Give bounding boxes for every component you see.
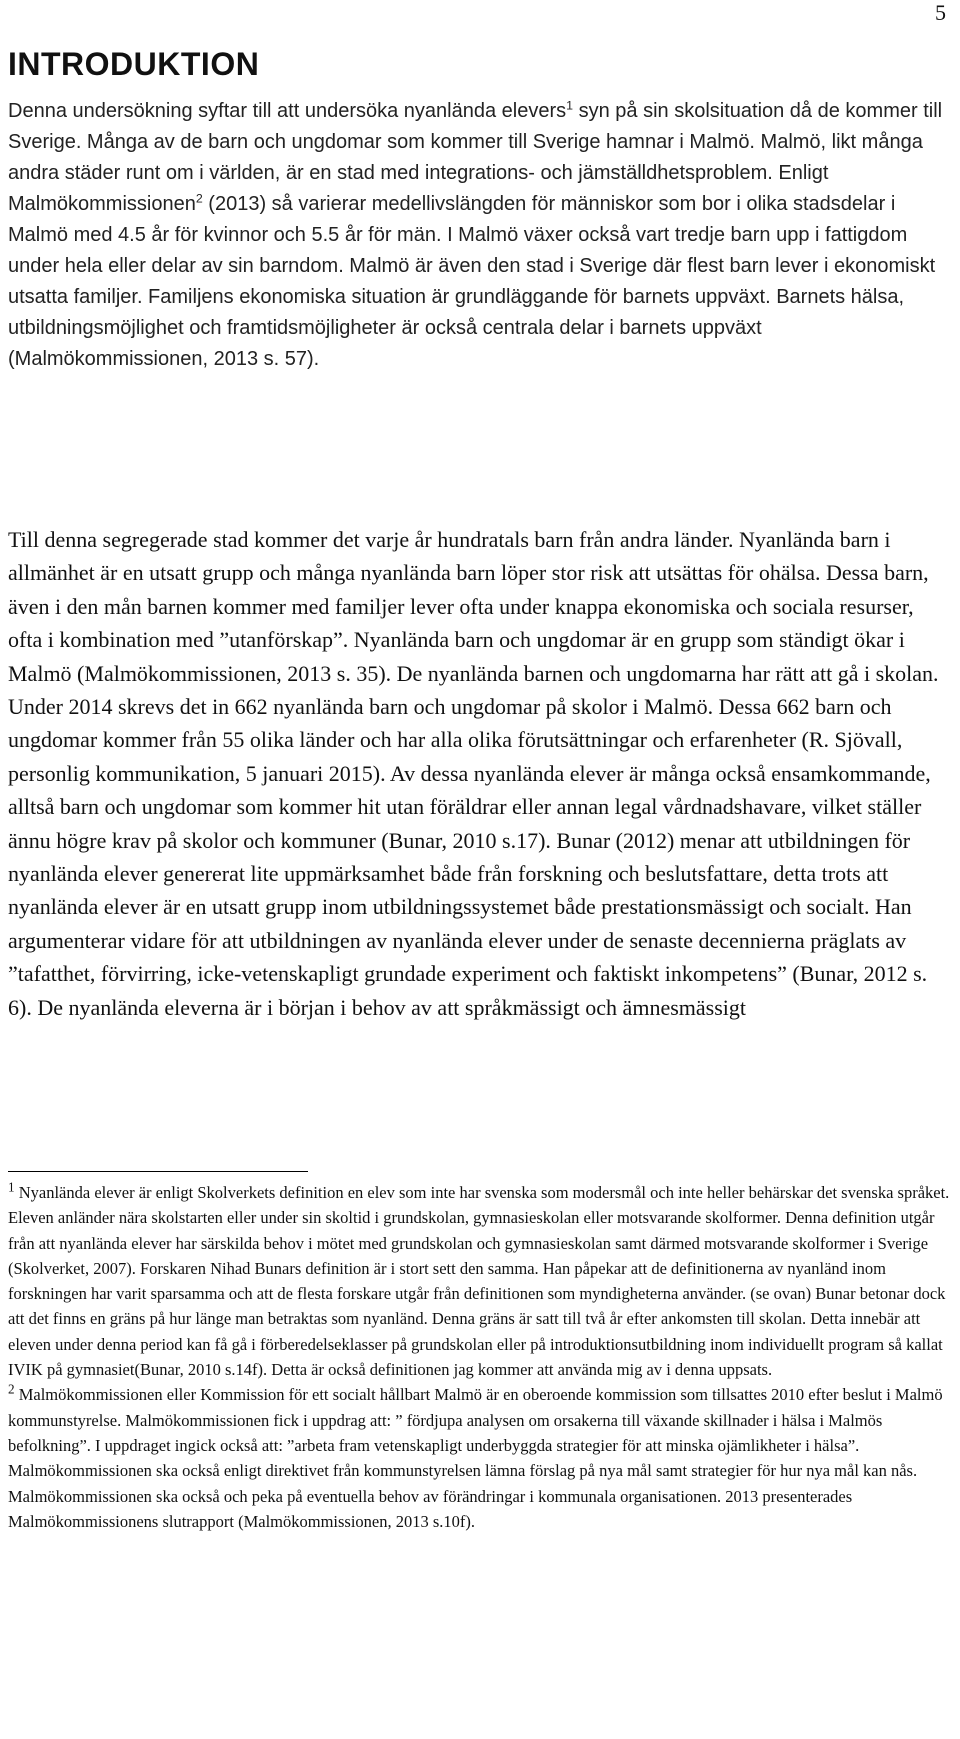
page-number: 5 xyxy=(935,0,946,25)
footnote-number: 2 xyxy=(8,1381,15,1397)
footnote-text: Malmökommissionen eller Kommission för ett socialt hållbart Malmö är en oberoende kommission som tillsattes 2010 efter beslut i Malmö kommunstyrelse. Malmökommissionen fick i uppdrag att: ” fördjupa analysen om orsakerna till växande skillnader i hälsa i Malmös befolkning”. I uppdraget ingick också att: ”arbeta fram vetenskapligt underbyggda strategier för att minska ojämlikheter i hälsa”. Malmökommissionen ska också enligt direktivet från kommunstyrelsen lämna förslag på nya mål samt strategier för hur nya mål kan nås. Malmökommissionen ska också och peka på eventuella behov av förändringar i kommunala organisationen. 2013 presenterades Malmökommissionens slutrapport (Malmökommissionen, 2013 s.10f). xyxy=(8,1385,943,1531)
page-title: INTRODUKTION xyxy=(8,46,260,82)
body-paragraph: Till denna segregerade stad kommer det varje år hundratals barn från andra länder. Nyanlända barn i allmänhet är en utsatt grupp och många nyanlända barn löper stor risk att utsättas för ohälsa. Dessa barn, även i den mån barnen kommer med familjer lever ofta under knappa ekonomiska och sociala resurser, ofta i kombination med ”utanförskap”. Nyanlända barn och ungdomar är en grupp som ständigt ökar i Malmö (Malmökommissionen, 2013 s. 35). De nyanlända barnen och ungdomarna har rätt att gå i skolan. Under 2014 skrevs det in 662 nyanlända barn och ungdomar på skolor i Malmö. Dessa 662 barn och ungdomar kommer från 55 olika länder och har alla olika förutsättningar och erfarenheter (R. Sjövall, personlig kommunikation, 5 januari 2015). Av dessa nyanlända elever är många också ensamkommande, alltså barn och ungdomar som kommer hit utan föräldrar eller annan legal vårdnadshavare, vilket ställer ännu högre krav på skolor och kommuner (Bunar, 2010 s.17). Bunar (2012) menar att utbildningen för nyanlända elever genererat lite uppmärksamhet både från forskning och beslutsfattare, detta trots att nyanlända elever är en utsatt grupp inom utbildningssystemet både prestationsmässigt och socialt. Han argumenterar vidare för att utbildningen av nyanlända elever under de senaste decennierna präglats av ”tafatthet, förvirring, icke-vetenskapligt grundade experiment och faktiskt inkompetens” (Bunar, 2012 s. 6). De nyanlända eleverna är i början i behov av att språkmässigt och ämnesmässigt xyxy=(8,527,939,1020)
footnote-number: 1 xyxy=(8,1179,15,1195)
footnote-2 xyxy=(8,1382,952,1534)
footnote-1 xyxy=(8,1180,952,1382)
footnote-separator xyxy=(8,1171,308,1172)
intro-text-3: (2013) så varierar medellivslängden för människor som bor i olika stadsdelar i Malmö med 4.5 år för kvinnor och 5.5 år för män. I Malmö växer också vart tredje barn upp i fattigdom under hela eller delar av sin barndom. Malmö är även den stad i Sverige där flest barn lever i ekonomiskt utsatta familjer. Familjens ekonomiska situation är grundläggande för barnets uppväxt. Barnets hälsa, utbildningsmöjlighet och framtidsmöjligheter är också centrala delar i barnets uppväxt (Malmökommissionen, 2013 s. 57). xyxy=(8,193,936,370)
footnotes xyxy=(8,1180,952,1534)
intro-text-1: Denna undersökning syftar till att undersöka nyanlända elevers xyxy=(8,100,567,122)
intro-paragraph xyxy=(8,96,952,375)
footnote-ref-2: 2 xyxy=(195,191,203,206)
footnote-ref-1: 1 xyxy=(566,98,574,113)
intro-text-2: syn på sin skolsituation då de kommer till Sverige. Många av de barn och ungdomar som kommer till Sverige hamnar i Malmö. Malmö, likt många andra städer runt om i världen, är en stad med integrations- och jämställdhetsproblem. Enligt Malmökommissionen xyxy=(8,100,943,215)
footnote-text: Nyanlända elever är enligt Skolverkets definition en elev som inte har svenska som modersmål och inte heller behärskar det svenska språket. Eleven anländer nära skolstarten eller under sin skoltid i grundskolan, gymnasieskolan eller motsvarande skolformer. Denna definition utgår från att nyanlända elever har särskilda behov i mötet med grundskolan och gymnasieskolan samt därmed motsvarande skolformer i Sverige (Skolverket, 2007). Forskaren Nihad Bunars definition är i stort sett den samma. Han påpekar att de definitionerna av nyanländ inom forskningen har varit sparsamma och att de flesta forskare utgår från definitionen som myndigheterna använder. (se ovan) Bunar betonar dock att det finns en gräns på hur länge man betraktas som nyanländ. Denna gräns är satt till två år efter ankomsten till skolan. Detta innebär att eleven under denna period kan få gå i förberedelseklasser på grundskolan eller på introduktionsutbildning inom individuellt program så kallat IVIK på gymnasiet(Bunar, 2010 s.14f). Detta är också definitionen jag kommer att använda mig av i denna uppsats. xyxy=(8,1183,950,1380)
